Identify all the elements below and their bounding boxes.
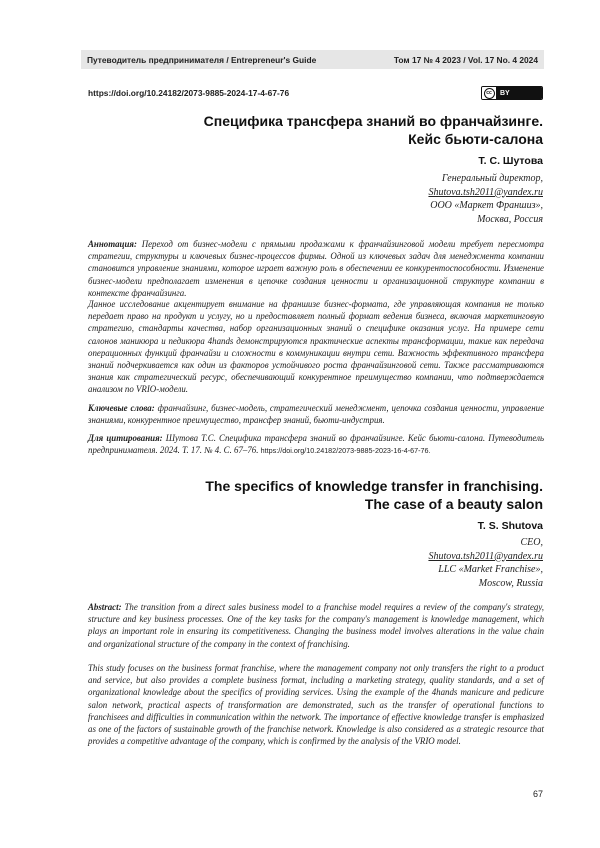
- ru-title-line-1: Специфика трансфера знаний во франчайзинге.: [203, 113, 543, 129]
- en-title-line-2: The case of a beauty salon: [364, 496, 543, 512]
- cc-by-license-badge[interactable]: [481, 86, 543, 100]
- en-title-line-1: The specifics of knowledge transfer in franchising.: [205, 478, 543, 494]
- ru-author-position: Генеральный директор,: [441, 173, 543, 184]
- ru-abstract-text-1: Переход от бизнес-модели с прямыми продажами к франчайзинговой модели требует пересмотра стратегии, структуры и ключевых бизнес-процессов фирмы. Одной из ключевых задач для менеджмента компании становится управление знаниями, которое играет важную роль в обеспечении ее конкурентоспособности. Изменение бизнес-модели предполагает изменения в цепочке создания ценности и организационной структуре компании в контексте франчайзинга.: [88, 239, 544, 298]
- en-abstract-paragraph-1: [88, 601, 544, 650]
- journal-header-bar: [81, 50, 544, 69]
- doi-link[interactable]: https://doi.org/10.24182/2073-9885-2024-17-4-67-76: [88, 88, 290, 98]
- ru-author-name: Т. С. Шутова: [478, 155, 543, 167]
- en-abstract-text-2: This study focuses on the business format franchise, where the management company not only transfers the right to a product and service, but also provides a complete business format, including a marketing strategy, quality standards, and a set of organizational knowledge about the specifics of providing services. Using the example of the 4hands manicure and pedicure salon network, practical aspects of transformation are demonstrated, such as the transfer of operational functions to franchisees and difficulties in communication within the network. The importance of effective knowledge transfer is emphasized as one of the factors of sustainable growth of the franchise network. Knowledge is also considered as a strategic resource that provides a competitive advantage of the company, which is confirmed by the analysis of the VRIO model.: [88, 663, 544, 747]
- ru-author-organization: ООО «Маркет Франшиз»,: [430, 200, 543, 211]
- ru-title-line-2: Кейс бьюти-салона: [408, 131, 543, 147]
- ru-author-affiliation: [243, 172, 543, 226]
- ru-keywords-label: Ключевые слова:: [88, 403, 155, 413]
- ru-author-email[interactable]: Shutova.tsh2011@yandex.ru: [428, 186, 543, 198]
- ru-citation-doi[interactable]: https://doi.org/10.24182/2073-9885-2023-16-4-67-76.: [260, 446, 431, 456]
- ru-citation: [88, 432, 544, 457]
- volume-info: Том 17 № 4 2023 / Vol. 17 No. 4 2024: [393, 54, 538, 65]
- page-number: 67: [532, 789, 543, 799]
- ru-article-title: [150, 112, 543, 148]
- ru-abstract-text-2: Данное исследование акцентирует внимание на франшизе бизнес-формата, где управляющая компания не только передает право на продукт и услугу, но и предоставляет полный формат ведения бизнеса, включая маркетинговую стратегию, стандарты качества, набор организационных знаний о специфике оказания услуг. На примере сети салонов маникюра и педикюра 4hands демонстрируются практические аспекты трансформации, такие как передача операционных функций франчайзи и сложности в коммуникации внутри сети. Важность эффективного трансфера знаний подчеркивается как один из факторов устойчивого роста франчайзинговой сети. Также рассматриваются знания как стратегический ресурс, обеспечивающий конкурентное преимущество компании, что подтверждается анализом по VRIO-модели.: [88, 299, 544, 395]
- license-by-label: BY: [496, 87, 542, 99]
- ru-abstract-paragraph-2: [88, 298, 544, 396]
- doi-line: [88, 86, 543, 100]
- ru-author-location: Москва, Россия: [477, 213, 543, 225]
- ru-abstract-label: Аннотация:: [88, 239, 137, 249]
- ru-keywords: [88, 402, 544, 426]
- ru-citation-label: Для цитирования:: [88, 433, 163, 443]
- ru-citation-text: Шутова Т.С. Специфика трансфера знаний во франчайзинге. Кейс бьюти-салона. Путеводитель предпринимателя. 2024. Т. 17. № 4. С. 67–76.: [88, 433, 544, 456]
- en-abstract-label: Abstract:: [88, 602, 122, 612]
- en-abstract-paragraph-2: [88, 662, 544, 747]
- en-author-position: CEO,: [520, 537, 543, 548]
- ru-abstract-paragraph-1: [88, 238, 544, 299]
- en-author-location: Moscow, Russia: [478, 577, 543, 589]
- en-author-name: T. S. Shutova: [477, 520, 543, 532]
- creative-commons-icon: cc: [482, 87, 496, 99]
- en-author-organization: LLC «Market Franchise»,: [438, 564, 543, 575]
- journal-name: Путеводитель предпринимателя / Entrepreneur's Guide: [87, 54, 317, 65]
- en-author-affiliation: [243, 536, 543, 590]
- en-abstract-text-1: The transition from a direct sales business model to a franchise model requires a review of the company's strategy, structure and key business processes. One of the key tasks for the company's management is knowledge management, which plays an important role in ensuring its competitiveness. Changing the business model involves alterations in the value chain and organizational structure of the company in the context of franchising.: [88, 602, 545, 649]
- en-article-title: [150, 477, 543, 513]
- en-author-email[interactable]: Shutova.tsh2011@yandex.ru: [428, 550, 543, 562]
- ru-keywords-text: франчайзинг, бизнес-модель, стратегический менеджмент, цепочка создания ценности, управление знаниями, конкурентное преимущество, трансфер знаний, бьюти-индустрия.: [88, 403, 545, 426]
